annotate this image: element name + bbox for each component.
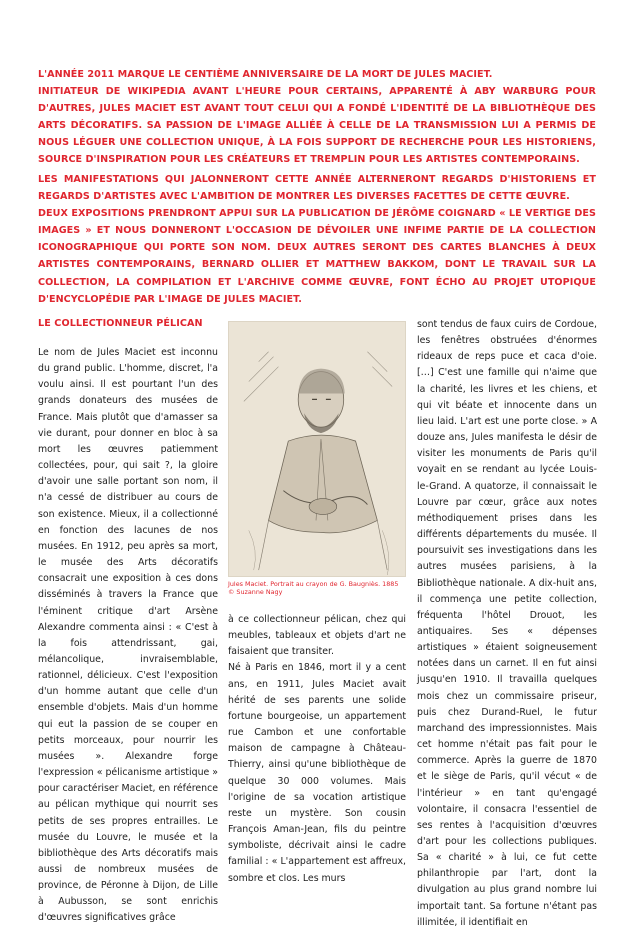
article-column-1 (38, 317, 218, 927)
intro-paragraph-2 (38, 171, 596, 308)
intro-line-exhibitions: DEUX EXPOSITIONS PRENDRONT APPUI SUR LA PUBLICATION DE JÉRÔME COIGNARD « LE VERTIGE DES IMAGES » ET NOUS DONNERONT L'OCCASION DE DÉVOILER UNE INFIME PARTIE DE LA COLLECTION ICONOGRAPHIQUE QUI PORTE SON NOM. DEUX AUTRES SERONT DES CARTES BLANCHES À DEUX ARTISTES CONTEMPORAINS, BERNARD OLLIER ET MATTHEW BAKKOM, DONT LE TRAVAIL SUR LA COLLECTION, LA COMPILATION ET L'ARCHIVE COMME ŒUVRE, FONT ÉCHO AU PROJET UTOPIQUE D'ENCYCLOPÉDIE PAR L'IMAGE DE JULES MACIET. (38, 208, 596, 305)
article-column-3 (417, 317, 597, 931)
image-caption (228, 580, 406, 597)
column-3-text: sont tendus de faux cuirs de Cordoue, les fenêtres obstruées d'énormes rideaux de reps puce et caca d'oie. […] C'est une famille qui n'aime que la charité, les livres et les chiens, et qui vit béate et innocente dans un lieu laid. L'art est une porte close. » A douze ans, Jules manifesta le désir de visiter les monuments de Paris qu'il voyait en se rendant au lycée Louis-le-Grand. A quatorze, il connaissait le Louvre par cœur, grâce aux notes méthodiquement prises dans les différents départements du musée. Il poursuivit ses investigations dans les autres musées parisiens, à la Bibliothèque nationale. A dix-huit ans, il commença une petite collection, fréquenta l'hôtel Drouot, les antiquaires. Ses « dépenses artistiques » étaient soigneusement notées dans un carnet. Il en fut ainsi jusqu'en 1910. Il travailla quelques mois chez un commissaire priseur, puis chez Durand-Ruel, le futur marchand des impressionnistes. Mais cet homme n'était pas fait pour le commerce. Après la guerre de 1870 et le siège de Paris, qu'il vécut « de l'intérieur » en tant qu'engagé volontaire, il consacra l'essentiel de ses rentes à l'acquisition d'œuvres d'art pour les collections publiques. Sa « charité » à lui, ce fut cette philanthropie par l'art, dont la divulgation au plus grand nombre lui importait tant. Sa fortune n'étant pas illimitée, il identifiait en (417, 319, 597, 928)
column-1-text: Le nom de Jules Maciet est inconnu du grand public. L'homme, discret, l'a voulu ainsi. Il est pourtant l'un des grands donateurs des musées de France. Mais plutôt que d'amasser sa vie durant, pour donner en bloc à sa mort les œuvres patiemment collectées, pour, qui sait ?, la gloire d'avoir une salle portant son nom, il n'a cessé de distribuer au cours de son existence. Mieux, il a collectionné en fonction des lacunes de nos musées. En 1912, peu après sa mort, le musée des Arts décoratifs consacrait une exposition à ces dons disséminés à travers la France que l'éminent critique d'art Arsène Alexandre commenta ainsi : « C'est à la fois attendrissant, gai, mélancolique, invraisemblable, rationnel, délicieux. C'est l'exposition d'un homme autant que celle d'un ensemble d'objets. Mais d'un homme qui eut la passion de se couper en petits morceaux, pour nourrir les musées ». Alexandre forge l'expression « pélicanisme artistique » pour caractériser Maciet, en référence au pélican mythique qui nourrit ses petits de ses propres entrailles. Le musée du Louvre, le musée et la bibliothèque des Arts décoratifs mais aussi de nombreux musées de province, de Péronne à Dijon, de Lille à Aubusson, se sont enrichis d'œuvres significatives grâce (38, 347, 219, 924)
caption-text: Jules Maciet. Portrait au crayon de G. Baugniès. 1885 (228, 580, 399, 588)
portrait-sketch-icon (229, 322, 405, 576)
portrait-drawing (228, 321, 406, 577)
intro-line-anniversary: L'ANNÉE 2011 MARQUE LE CENTIÈME ANNIVERSAIRE DE LA MORT DE JULES MACIET. (38, 69, 493, 80)
section-heading: LE COLLECTIONNEUR PÉLICAN (38, 318, 203, 329)
caption-credit: © Suzanne Nagy (228, 588, 283, 597)
column-2-text-2: Né à Paris en 1846, mort il y a cent ans, en 1911, Jules Maciet avait hérité de ses parents une solide fortune bourgeoise, un appartement rue Cambon et une confortable maison de campagne à Château-Thierry, ainsi qu'une bibliothèque de quelque 30 000 volumes. Mais l'origine de sa vocation artistique reste un mystère. Son cousin François Aman-Jean, fils du peintre symboliste, décrivait ainsi le cadre familial : « L'appartement est affreux, sombre et clos. Les murs (228, 662, 406, 884)
article-column-2 (228, 612, 406, 887)
intro-line-description: INITIATEUR DE WIKIPEDIA AVANT L'HEURE POUR CERTAINS, APPARENTÉ À ABY WARBURG POUR D'AUTRES, JULES MACIET EST AVANT TOUT CELUI QUI A FONDÉ L'IDENTITÉ DE LA BIBLIOTHÈQUE DES ARTS DÉCORATIFS. SA PASSION DE L'IMAGE ALLIÉE À CELLE DE LA TRANSMISSION LUI A PERMIS DE NOUS LÉGUER UNE COLLECTION UNIQUE, À LA FOIS SUPPORT DE RECHERCHE POUR LES HISTORIENS, SOURCE D'INSPIRATION POUR LES CRÉATEURS ET TREMPLIN POUR LES ARTISTES CONTEMPORAINS. (38, 86, 596, 166)
intro-line-events: LES MANIFESTATIONS QUI JALONNERONT CETTE ANNÉE ALTERNERONT REGARDS D'HISTORIENS ET REGARDS D'ARTISTES AVEC L'AMBITION DE MONTRER LES DIVERSES FACETTES DE CETTE ŒUVRE. (38, 174, 596, 203)
intro-paragraph-1 (38, 66, 596, 169)
column-2-text-1: à ce collectionneur pélican, chez qui meubles, tableaux et objets d'art ne faisaient que transiter. (228, 614, 406, 658)
